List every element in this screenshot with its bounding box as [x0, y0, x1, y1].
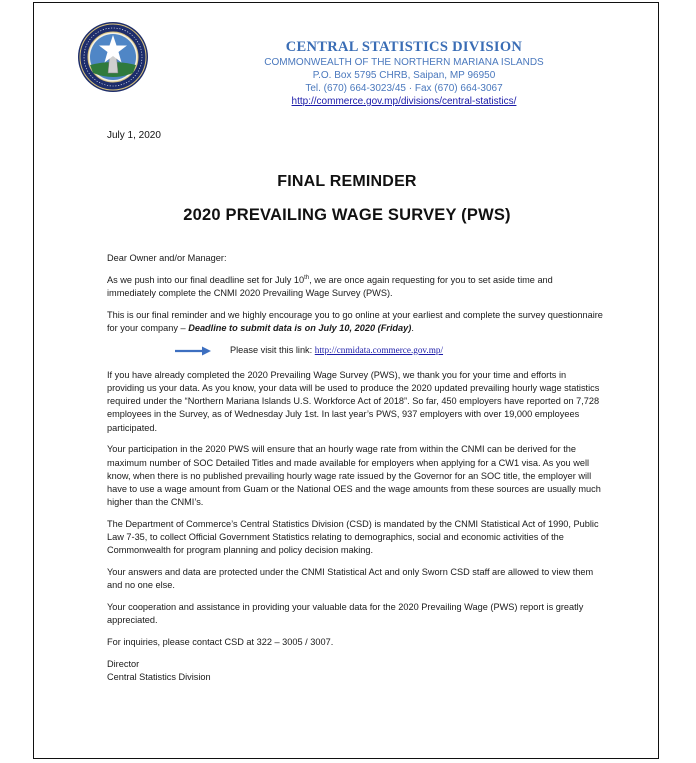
paragraph-deadline-rest: , we are once again requesting for you to set aside time and immediately complete the CNMI 2020 Prevailing Wage Survey (PWS). — [107, 274, 553, 298]
letter-page — [33, 2, 659, 759]
letterhead — [194, 38, 614, 108]
signature-division: Central Statistics Division — [107, 672, 211, 683]
ordinal-suffix: th — [304, 274, 310, 281]
paragraph-participation: Your participation in the 2020 PWS will ensure that an hourly wage rate from within the CNMI can be derived for the maximum number of SOC Detailed Titles and made available for employers when applying for a CW1 visa. As you well know, when there is no published prevailing hourly wage rate issued by the Governor for an SOC title, the employer will have to use a wage amount from Guam or the National OES and the wage amounts from these sources are usually much higher than the CNMI’s. — [107, 444, 601, 508]
paragraph-deadline-text: As we push into our final deadline set for July 10 — [107, 274, 305, 285]
mailing-address: P.O. Box 5795 CHRB, Saipan, MP 96950 — [312, 70, 496, 81]
paragraph-confidentiality: Your answers and data are protected under the CNMI Statistical Act and only Sworn CSD staff are allowed to view them and no one else. — [107, 567, 594, 591]
letter-date: July 1, 2020 — [107, 130, 161, 141]
visit-link-label: Please visit this link: — [230, 344, 315, 355]
paragraph-mandate: The Department of Commerce’s Central Statistics Division (CSD) is mandated by the CNMI Statistical Act of 1990, Public Law 7-35, to collect Official Government Statistics relating to demographics, social and economic activities of the Commonwealth for program planning and policy decision making. — [107, 519, 599, 556]
heading-survey-title: 2020 PREVAILING WAGE SURVEY (PWS) — [183, 206, 511, 224]
division-website-link[interactable]: http://commerce.gov.mp/divisions/central-statistics/ — [291, 96, 517, 107]
salutation: Dear Owner and/or Manager: — [107, 253, 227, 263]
paragraph-final-reminder-end: . — [411, 323, 414, 333]
division-title: CENTRAL STATISTICS DIVISION — [285, 39, 523, 55]
signature-block — [107, 658, 603, 684]
organization-name: COMMONWEALTH OF THE NORTHERN MARIANA ISLANDS — [264, 57, 544, 68]
paragraph-final-reminder-text: This is our final reminder and we highly encourage you to go online at your earliest and complete the survey questionnaire for your company – — [107, 309, 603, 333]
cnmi-seal-icon — [77, 21, 149, 93]
letter-body — [107, 252, 603, 684]
right-arrow-icon — [175, 346, 211, 356]
paragraph-appreciation: Your cooperation and assistance in providing your valuable data for the 2020 Prevailing Wage (PWS) report is greatly appreciated. — [107, 602, 584, 626]
survey-website-link[interactable]: http://cnmidata.commerce.gov.mp/ — [314, 344, 444, 355]
phone-fax: Tel. (670) 664-3023/45 · Fax (670) 664-3067 — [305, 83, 503, 94]
visit-link-row — [107, 344, 603, 358]
paragraph-final-reminder — [107, 309, 603, 335]
paragraph-deadline — [107, 274, 603, 300]
deadline-notice: Deadline to submit data is on July 10, 2020 (Friday) — [188, 323, 412, 333]
paragraph-inquiries: For inquiries, please contact CSD at 322 – 3005 / 3007. — [107, 637, 334, 648]
paragraph-thank-you: If you have already completed the 2020 Prevailing Wage Survey (PWS), we thank you for your time and efforts in providing us your data. As you know, your data will be used to produce the 2020 updated prevailing hourly wage statistics required under the “Northern Mariana Islands U.S. Workforce Act of 2018”. So far, 450 employers have reported on 7,728 employees in the Survey, as of Wednesday July 1st. In last year’s PWS, 937 employers with over 19,000 employees participated. — [107, 369, 600, 433]
signature-title: Director — [107, 659, 140, 670]
visit-link-text — [230, 344, 443, 357]
heading-final-reminder: FINAL REMINDER — [277, 173, 417, 190]
